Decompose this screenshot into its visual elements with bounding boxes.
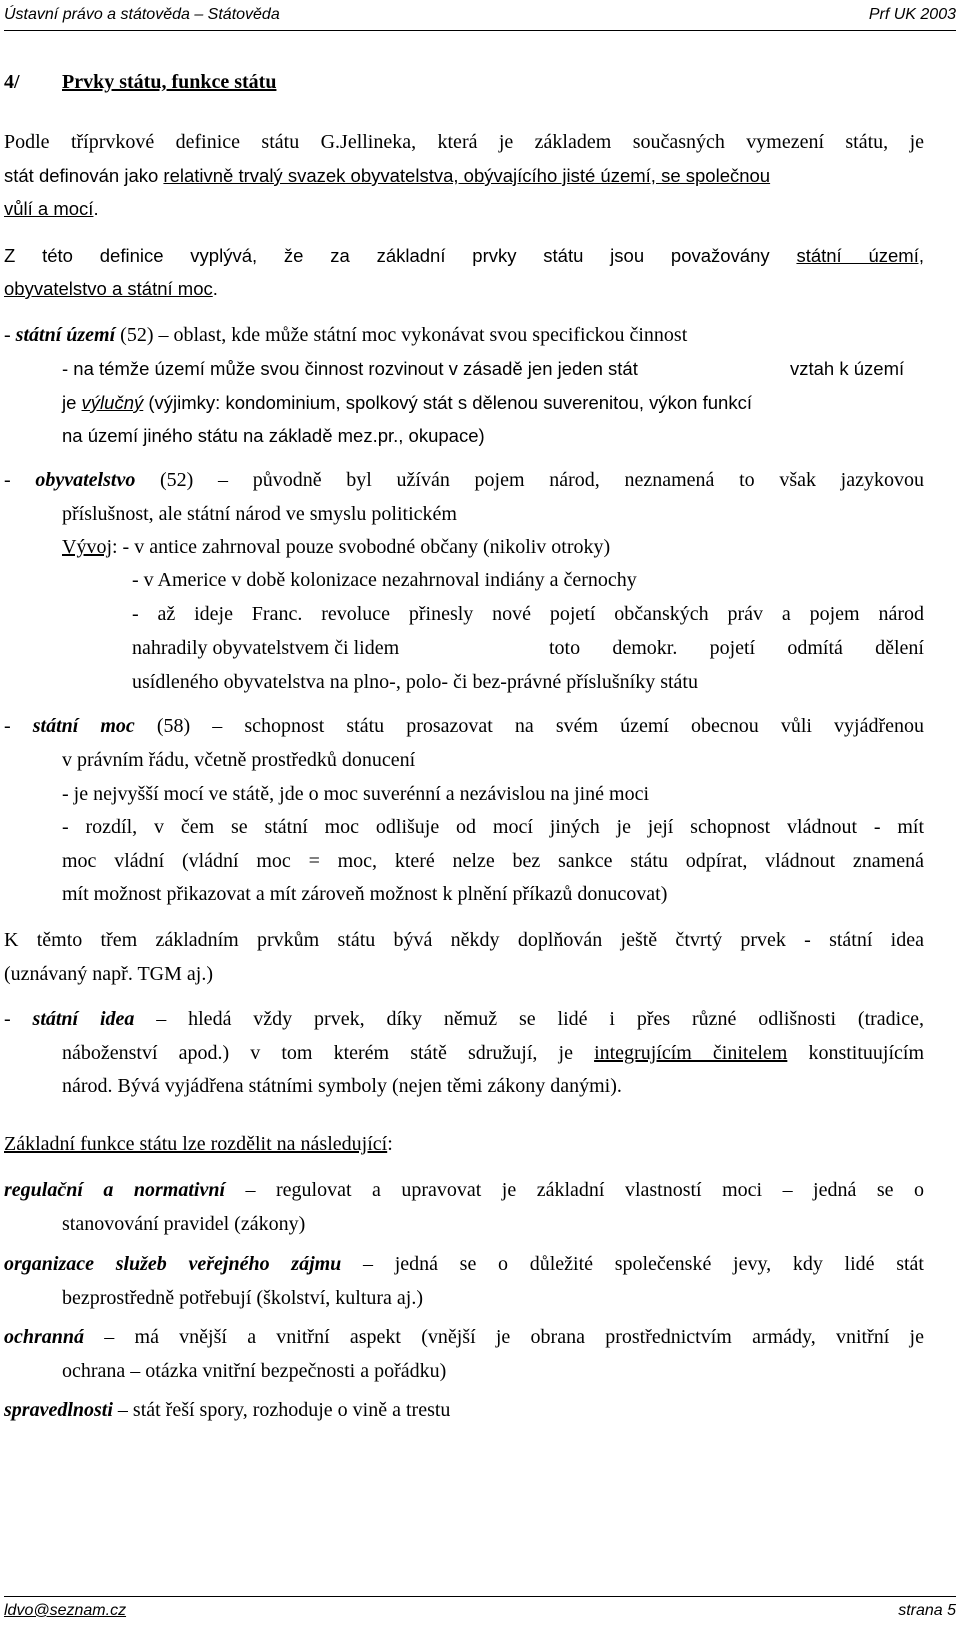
running-footer [4,1596,956,1623]
power-line-3: - je nejvyšší mocí ve státě, jde o moc suverénní a nezávislou na jiné moci [62,783,650,805]
power-dash: - [4,715,33,737]
function-services-text: – jedná se o důležité společenské jevy, kdy lidé stát [341,1253,924,1275]
running-header [4,4,956,31]
power-line-4: - rozdíl, v čem se státní moc odlišuje od mocí jiných je její schopnost vládnout - mít [62,816,924,838]
power-line-1 [4,710,924,743]
function-services-line-2: bezprostředně potřebují (školství, kultura aj.) [62,1287,424,1309]
power-line-5: moc vládní (vládní moc = moc, které nelze bez sankce státu odpírat, vládnout znamená [62,850,924,872]
population-dash: - [4,469,36,491]
idea-integrating-factor: integrujícím činitelem [594,1042,788,1064]
header-source: Prf UK 2003 [868,6,956,23]
function-services-line-1 [4,1248,924,1281]
header-course: Ústavní právo a státověda – Státověda [4,6,280,23]
territory-line-1 [4,319,687,352]
definition-line-1-underlined: státní území, [796,245,924,266]
section-title-text: Prvky státu, funkce státu [62,71,277,93]
territory-exclusive: výlučný [81,392,144,413]
fourth-element-line-1: K těmto třem základním prvkům státu bývá někdy doplňován ještě čtvrtý prvek - státní idea [4,929,924,951]
function-justice-term: spravedlnosti [4,1399,113,1421]
territory-line-3-rest: (výjimky: kondominium, spolkový stát s dělenou suverenitou, výkon funkcí [143,392,752,413]
fourth-element-line-2: (uznávaný např. TGM aj.) [4,963,214,985]
function-regulatory-line-1 [4,1174,924,1207]
functions-heading-colon: : [387,1133,393,1155]
territory-line-2: - na témže území může svou činnost rozvinout v zásadě jen jeden stát [62,358,638,379]
idea-line-3: národ. Bývá vyjádřena státními symboly (nejen těmi zákony danými). [62,1075,622,1097]
idea-term: státní idea [32,1008,135,1030]
population-line-7: usídleného obyvatelstva na plno-, polo- či bez-právné příslušníky státu [132,671,698,693]
section-title [62,66,276,99]
territory-term: státní území [15,324,116,346]
function-protective-line-2: ochrana – otázka vnitřní bezpečnosti a pořádku) [62,1360,447,1382]
territory-dash: - [4,324,16,346]
intro-line-3-period: . [93,198,99,219]
idea-line-1-text: – hledá vždy prvek, díky němuž se lidé i přes různé odlišnosti (tradice, [134,1008,924,1030]
population-line-6-right: toto demokr. pojetí odmítá dělení [549,637,924,659]
territory-line-4: na území jiného státu na základě mez.pr., okupace) [62,425,485,446]
population-line-5: - až ideje Franc. revoluce přinesly nové pojetí občanských práv a pojem národ [132,603,924,625]
population-line-6: nahradily obyvatelstvem či lidem [132,637,400,659]
population-line-2: příslušnost, ale státní národ ve smyslu politickém [62,503,457,525]
intro-line-2-text: stát definován jako [4,165,164,186]
definition-line-2 [4,272,218,305]
power-line-6: mít možnost přikazovat a mít zároveň možnost k plnění příkazů donucovat) [62,883,668,905]
function-regulatory-text: – regulovat a upravovat je základní vlastností moci – jedná se o [225,1179,924,1201]
function-regulatory-line-2: stanovování pravidel (zákony) [62,1213,306,1235]
population-line-4: - v Americe v době kolonizace nezahrnoval indiány a černochy [132,569,637,591]
idea-line-1 [4,1003,924,1036]
definition-line-1 [4,239,924,272]
power-line-1-text: (58) – schopnost státu prosazovat na svém území obecnou vůli vyjádřenou [134,715,924,737]
idea-line-2 [62,1037,924,1070]
idea-line-2-rest: konstituujícím [787,1042,925,1064]
function-protective-line-1 [4,1321,924,1354]
power-term: státní moc [32,715,135,737]
idea-dash: - [4,1008,33,1030]
population-term: obyvatelstvo [35,469,136,491]
population-line-1 [4,464,924,497]
population-line-3-text: : - v antice zahrnoval pouze svobodné občany (nikoliv otroky) [112,536,611,558]
intro-line-2-underlined: relativně trvalý svazek obyvatelstva, obývajícího jisté území, se společnou [163,165,771,186]
function-protective-text: – má vnější a vnitřní aspekt (vnější je obrana prostřednictvím armády, vnitřní je [84,1326,924,1348]
power-line-2: v právním řádu, včetně prostředků donucení [62,749,416,771]
function-protective-term: ochranná [4,1326,85,1348]
population-line-1-text: (52) – původně byl užíván pojem národ, neznamená to však jazykovou [135,469,924,491]
territory-line-1-text: (52) – oblast, kde může státní moc vykonávat svou specifickou činnost [115,324,688,346]
footer-page-number: strana 5 [898,1602,956,1619]
functions-heading-text: Základní funkce státu lze rozdělit na následující [4,1133,388,1155]
section-number: 4/ [4,71,20,93]
territory-line-2-right: vztah k území [790,358,905,379]
intro-line-3-underlined: vůlí a mocí [4,198,94,219]
footer-email-link[interactable]: ldvo@seznam.cz [4,1602,127,1619]
intro-line-1: Podle tříprvkové definice státu G.Jellineka, která je základem současných vymezení státu, je [4,131,924,153]
territory-line-3 [62,386,752,419]
function-justice-line-1 [4,1394,450,1427]
idea-line-2-text: náboženství apod.) v tom kterém státě sdružují, je [62,1042,595,1064]
territory-line-3-text: je [62,392,82,413]
intro-line-3 [4,192,99,225]
definition-line-1-text: Z této definice vyplývá, že za základní prvky státu jsou považovány [4,245,797,266]
functions-heading [4,1128,393,1161]
function-services-term: organizace služeb veřejného zájmu [4,1253,342,1275]
function-justice-text: – stát řeší spory, rozhoduje o vině a trestu [112,1399,451,1421]
function-regulatory-term: regulační a normativní [4,1179,225,1201]
population-history-label: Vývoj [62,536,112,558]
population-line-3 [62,531,610,564]
definition-line-2-underlined: obyvatelstvo a státní moc [4,278,213,299]
intro-line-2 [4,159,770,192]
definition-line-2-period: . [212,278,218,299]
